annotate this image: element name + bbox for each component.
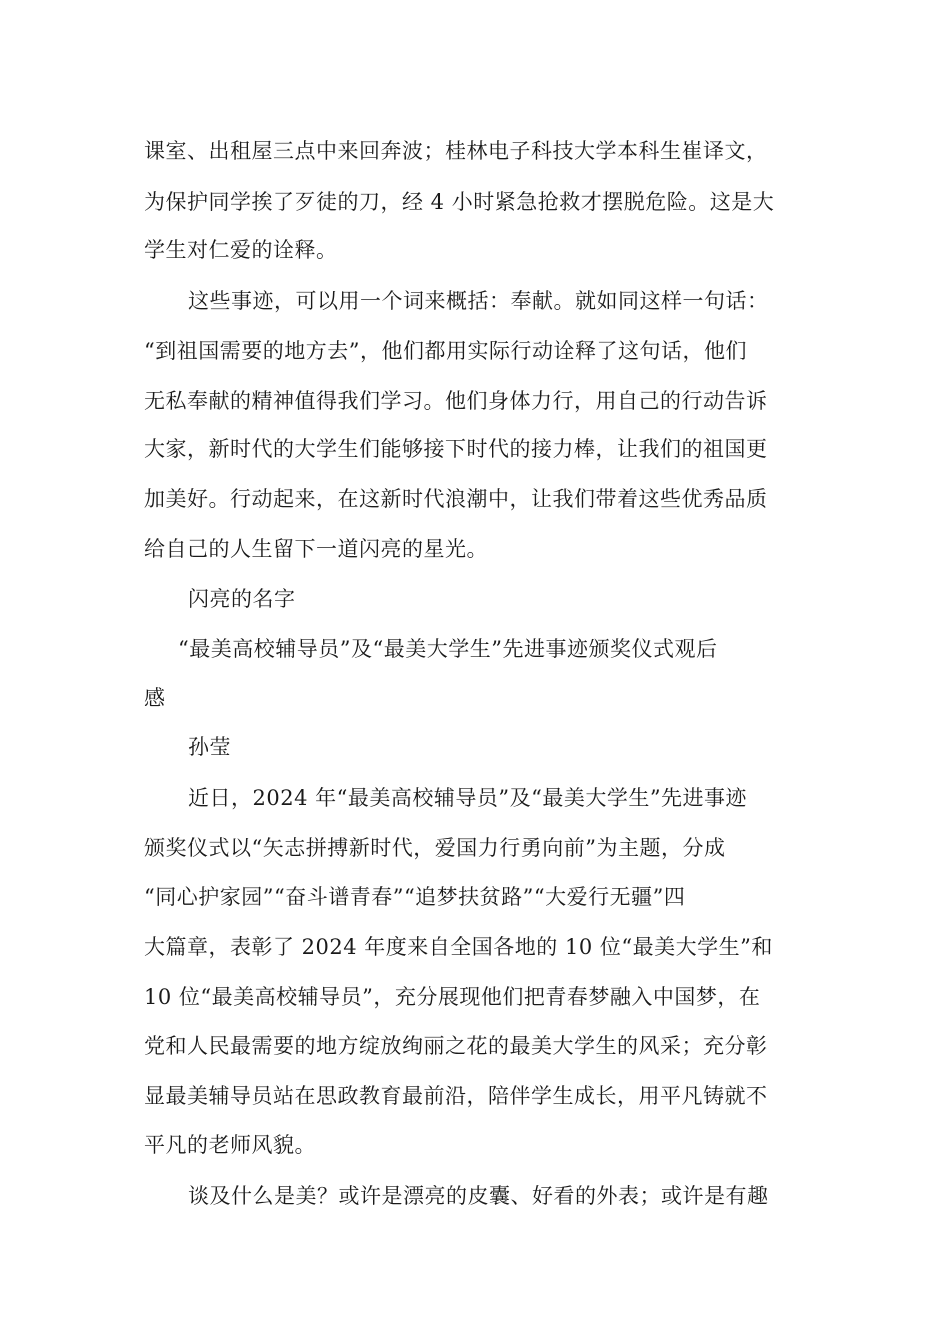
paragraph-line: 给自己的人生留下一道闪亮的星光。 xyxy=(144,537,488,561)
paragraph-line: 平凡的老师风貌。 xyxy=(144,1133,316,1157)
author-name: 孙莹 xyxy=(188,735,231,759)
paragraph-line: 谈及什么是美？或许是漂亮的皮囊、好看的外表；或许是有趣 xyxy=(188,1184,769,1208)
paragraph-line: “到祖国需要的地方去”，他们都用实际行动诠释了这句话，他们 xyxy=(144,339,747,363)
paragraph-line: 大篇章，表彰了 2024 年度来自全国各地的 10 位“最美大学生”和 xyxy=(144,935,773,959)
paragraph-line: 10 位“最美高校辅导员”，充分展现他们把青春梦融入中国梦，在 xyxy=(144,985,761,1009)
article-title: 闪亮的名字 xyxy=(188,587,296,611)
paragraph-line: 加美好。行动起来，在这新时代浪潮中，让我们带着这些优秀品质 xyxy=(144,487,768,511)
paragraph-line: 大家，新时代的大学生们能够接下时代的接力棒，让我们的祖国更 xyxy=(144,437,768,461)
paragraph-line: 无私奉献的精神值得我们学习。他们身体力行，用自己的行动告诉 xyxy=(144,389,768,413)
article-subtitle: “最美高校辅导员”及“最美大学生”先进事迹颁奖仪式观后 xyxy=(178,637,718,661)
paragraph-line: 学生对仁爱的诠释。 xyxy=(144,238,338,262)
paragraph-line: 近日，2024 年“最美高校辅导员”及“最美大学生”先进事迹 xyxy=(188,786,748,810)
article-subtitle: 感 xyxy=(144,686,166,710)
paragraph-line: 显最美辅导员站在思政教育最前沿，陪伴学生成长，用平凡铸就不 xyxy=(144,1084,768,1108)
paragraph-line: 课室、出租屋三点中来回奔波；桂林电子科技大学本科生崔译文， xyxy=(144,139,768,163)
paragraph-line: “同心护家园”“奋斗谱青春”“追梦扶贫路”“大爱行无疆”四 xyxy=(144,885,686,909)
paragraph-line: 颁奖仪式以“矢志拼搏新时代，爱国力行勇向前”为主题，分成 xyxy=(144,836,726,860)
paragraph-line: 党和人民最需要的地方绽放绚丽之花的最美大学生的风采；充分彰 xyxy=(144,1034,768,1058)
paragraph-line: 这些事迹，可以用一个词来概括：奉献。就如同这样一句话： xyxy=(188,289,769,313)
paragraph-line: 为保护同学挨了歹徒的刀，经 4 小时紧急抢救才摆脱危险。这是大 xyxy=(144,190,775,214)
